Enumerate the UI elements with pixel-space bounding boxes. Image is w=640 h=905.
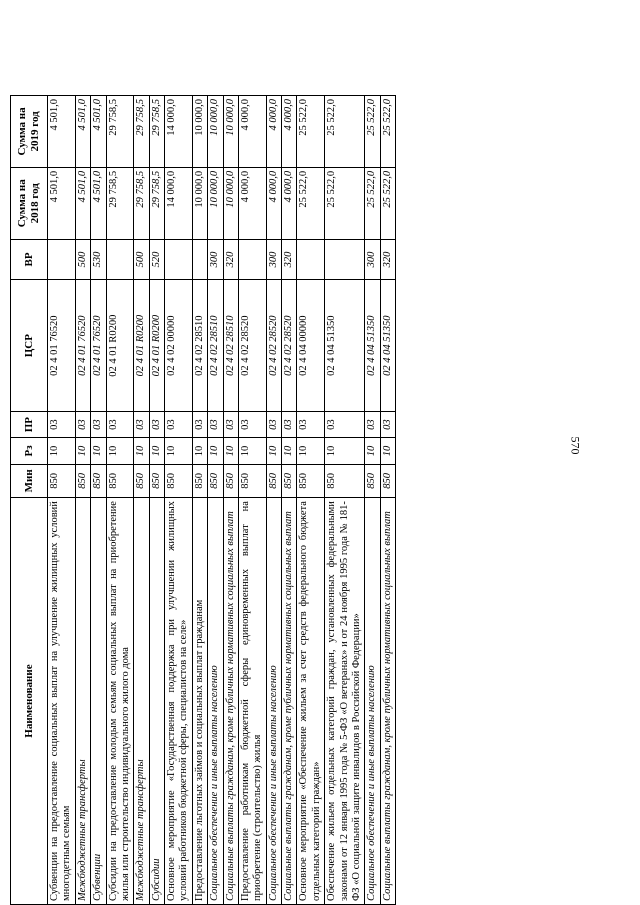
cell-min: 850 [192,464,207,498]
table-row [165,96,193,905]
cell-vr [297,239,325,280]
cell-sum-2018: 4 501,0 [91,167,106,239]
cell-pr: 03 [149,411,164,437]
cell-rz: 10 [134,438,149,464]
cell-name: Субсидии на предоставление молодым семьям социальных выплат на приобретение жилья или строительство индивидуального жилого дома [106,498,134,905]
budget-table-container [10,95,460,905]
cell-pr: 03 [238,411,266,437]
cell-sum-2019: 29 758,5 [106,96,134,168]
cell-vr [238,239,266,280]
cell-pr: 03 [134,411,149,437]
cell-name: Социальное обеспечение и иные выплаты населению [266,498,281,905]
table-row [134,96,149,905]
cell-pr: 03 [380,411,395,437]
cell-pr: 03 [48,411,76,437]
table-row [223,96,238,905]
table-row [282,96,297,905]
cell-sum-2019: 4 000,0 [266,96,281,168]
cell-pr: 03 [266,411,281,437]
table-body [48,96,396,905]
cell-pr: 03 [75,411,90,437]
cell-csr: 02 4 02 28510 [192,280,207,412]
cell-rz: 10 [165,438,193,464]
cell-name: Субвенции [91,498,106,905]
cell-csr: 02 4 01 R0200 [149,280,164,412]
header-rz: Рз [11,438,48,464]
cell-pr: 03 [165,411,193,437]
header-sum-2018: Сумма на 2018 год [11,167,48,239]
cell-min: 850 [380,464,395,498]
table-row [48,96,76,905]
cell-pr: 03 [297,411,325,437]
cell-name: Предоставление льготных займов и социальных выплат гражданам [192,498,207,905]
cell-sum-2018: 4 000,0 [238,167,266,239]
cell-rz: 10 [266,438,281,464]
cell-sum-2018: 10 000,0 [223,167,238,239]
header-csr: ЦСР [11,280,48,412]
cell-rz: 10 [325,438,365,464]
table-row [365,96,380,905]
cell-pr: 03 [365,411,380,437]
cell-min: 850 [325,464,365,498]
cell-sum-2019: 29 758,5 [149,96,164,168]
cell-name: Субсидии [149,498,164,905]
cell-csr: 02 4 01 R0200 [134,280,149,412]
cell-min: 850 [165,464,193,498]
cell-rz: 10 [149,438,164,464]
cell-vr: 300 [365,239,380,280]
table-row [75,96,90,905]
cell-name: Социальные выплаты гражданам, кроме публичных нормативных социальных выплат [282,498,297,905]
cell-name: Межбюджетные трансферты [75,498,90,905]
cell-vr: 530 [91,239,106,280]
cell-name: Основное мероприятие «Обеспечение жильем за счет средств федерального бюджета отдельных категорий граждан» [297,498,325,905]
cell-rz: 10 [282,438,297,464]
cell-min: 850 [297,464,325,498]
table-header-row [11,96,48,905]
cell-sum-2019: 10 000,0 [208,96,223,168]
table-row [91,96,106,905]
table-row [106,96,134,905]
cell-csr: 02 4 02 28520 [266,280,281,412]
cell-min: 850 [238,464,266,498]
cell-min: 850 [48,464,76,498]
header-pr: ПР [11,411,48,437]
cell-pr: 03 [325,411,365,437]
cell-min: 850 [106,464,134,498]
cell-sum-2019: 14 000,0 [165,96,193,168]
cell-vr [325,239,365,280]
cell-csr: 02 4 04 51350 [325,280,365,412]
cell-rz: 10 [192,438,207,464]
cell-min: 850 [208,464,223,498]
table-row [297,96,325,905]
table-row [208,96,223,905]
header-vr: ВР [11,239,48,280]
cell-min: 850 [282,464,297,498]
cell-min: 850 [149,464,164,498]
cell-csr: 02 4 01 76520 [91,280,106,412]
cell-name: Социальное обеспечение и иные выплаты населению [365,498,380,905]
cell-name: Социальные выплаты гражданам, кроме публичных нормативных социальных выплат [380,498,395,905]
table-row [380,96,395,905]
cell-sum-2019: 4 501,0 [75,96,90,168]
cell-pr: 03 [223,411,238,437]
cell-min: 850 [223,464,238,498]
cell-csr: 02 4 04 51350 [365,280,380,412]
table-row [192,96,207,905]
cell-sum-2019: 29 758,5 [134,96,149,168]
cell-sum-2019: 25 522,0 [380,96,395,168]
cell-name: Предоставление работникам бюджетной сферы единовременных выплат на приобретение (строительство) жилья [238,498,266,905]
cell-rz: 10 [365,438,380,464]
cell-sum-2019: 4 501,0 [48,96,76,168]
cell-sum-2018: 4 501,0 [75,167,90,239]
cell-vr [165,239,193,280]
cell-csr: 02 4 02 00000 [165,280,193,412]
cell-sum-2019: 25 522,0 [365,96,380,168]
cell-vr: 500 [75,239,90,280]
cell-rz: 10 [91,438,106,464]
cell-vr: 320 [282,239,297,280]
cell-sum-2019: 4 501,0 [91,96,106,168]
cell-sum-2018: 25 522,0 [297,167,325,239]
cell-sum-2019: 10 000,0 [192,96,207,168]
cell-sum-2018: 10 000,0 [208,167,223,239]
header-name: Наименование [11,498,48,905]
cell-rz: 10 [297,438,325,464]
cell-sum-2018: 29 758,5 [149,167,164,239]
cell-pr: 03 [208,411,223,437]
cell-rz: 10 [48,438,76,464]
cell-pr: 03 [106,411,134,437]
cell-pr: 03 [282,411,297,437]
cell-min: 850 [134,464,149,498]
cell-sum-2018: 25 522,0 [380,167,395,239]
cell-vr: 320 [223,239,238,280]
cell-pr: 03 [192,411,207,437]
cell-csr: 02 4 04 00000 [297,280,325,412]
cell-min: 850 [266,464,281,498]
table-row [238,96,266,905]
cell-vr: 300 [266,239,281,280]
cell-rz: 10 [75,438,90,464]
cell-sum-2019: 4 000,0 [238,96,266,168]
cell-sum-2019: 25 522,0 [297,96,325,168]
cell-rz: 10 [238,438,266,464]
table-row [149,96,164,905]
cell-sum-2018: 4 000,0 [266,167,281,239]
cell-csr: 02 4 02 28520 [238,280,266,412]
cell-sum-2018: 4 501,0 [48,167,76,239]
cell-csr: 02 4 02 28510 [223,280,238,412]
cell-sum-2018: 10 000,0 [192,167,207,239]
cell-sum-2019: 10 000,0 [223,96,238,168]
cell-name: Социальные выплаты гражданам, кроме публичных нормативных социальных выплат [223,498,238,905]
table-row [266,96,281,905]
cell-vr: 520 [149,239,164,280]
cell-sum-2018: 4 000,0 [282,167,297,239]
table-row [325,96,365,905]
cell-min: 850 [75,464,90,498]
budget-table [10,95,396,905]
page-number: 570 [568,436,583,455]
cell-name: Субвенции на предоставление социальных выплат на улучшение жилищных условий многодетным семьям [48,498,76,905]
cell-min: 850 [91,464,106,498]
cell-sum-2019: 4 000,0 [282,96,297,168]
cell-vr [48,239,76,280]
cell-sum-2018: 29 758,5 [106,167,134,239]
cell-csr: 02 4 04 51350 [380,280,395,412]
cell-sum-2018: 14 000,0 [165,167,193,239]
header-min: Мин [11,464,48,498]
cell-name: Основное мероприятие «Государственная поддержка при улучшении жилищных условий работников бюджетной сферы, специалистов на селе» [165,498,193,905]
cell-csr: 02 4 02 28520 [282,280,297,412]
cell-sum-2019: 25 522,0 [325,96,365,168]
cell-csr: 02 4 01 76520 [48,280,76,412]
cell-pr: 03 [91,411,106,437]
cell-rz: 10 [208,438,223,464]
cell-csr: 02 4 01 R0200 [106,280,134,412]
cell-vr: 300 [208,239,223,280]
cell-name: Социальное обеспечение и иные выплаты населению [208,498,223,905]
cell-vr [106,239,134,280]
cell-vr [192,239,207,280]
header-sum-2019: Сумма на 2019 год [11,96,48,168]
cell-min: 850 [365,464,380,498]
cell-csr: 02 4 01 76520 [75,280,90,412]
cell-vr: 500 [134,239,149,280]
cell-name: Обеспечение жильем отдельных категорий граждан, установленных федеральными законами от 12 января 1995 года № 5-ФЗ «О ветеранах» и от 24 ноября 1995 года № 181-ФЗ «О социальной защите инвалидов в Российской Федерации» [325,498,365,905]
cell-name: Межбюджетные трансферты [134,498,149,905]
cell-rz: 10 [106,438,134,464]
cell-vr: 320 [380,239,395,280]
cell-sum-2018: 25 522,0 [325,167,365,239]
cell-csr: 02 4 02 28510 [208,280,223,412]
cell-sum-2018: 29 758,5 [134,167,149,239]
cell-rz: 10 [223,438,238,464]
cell-rz: 10 [380,438,395,464]
cell-sum-2018: 25 522,0 [365,167,380,239]
